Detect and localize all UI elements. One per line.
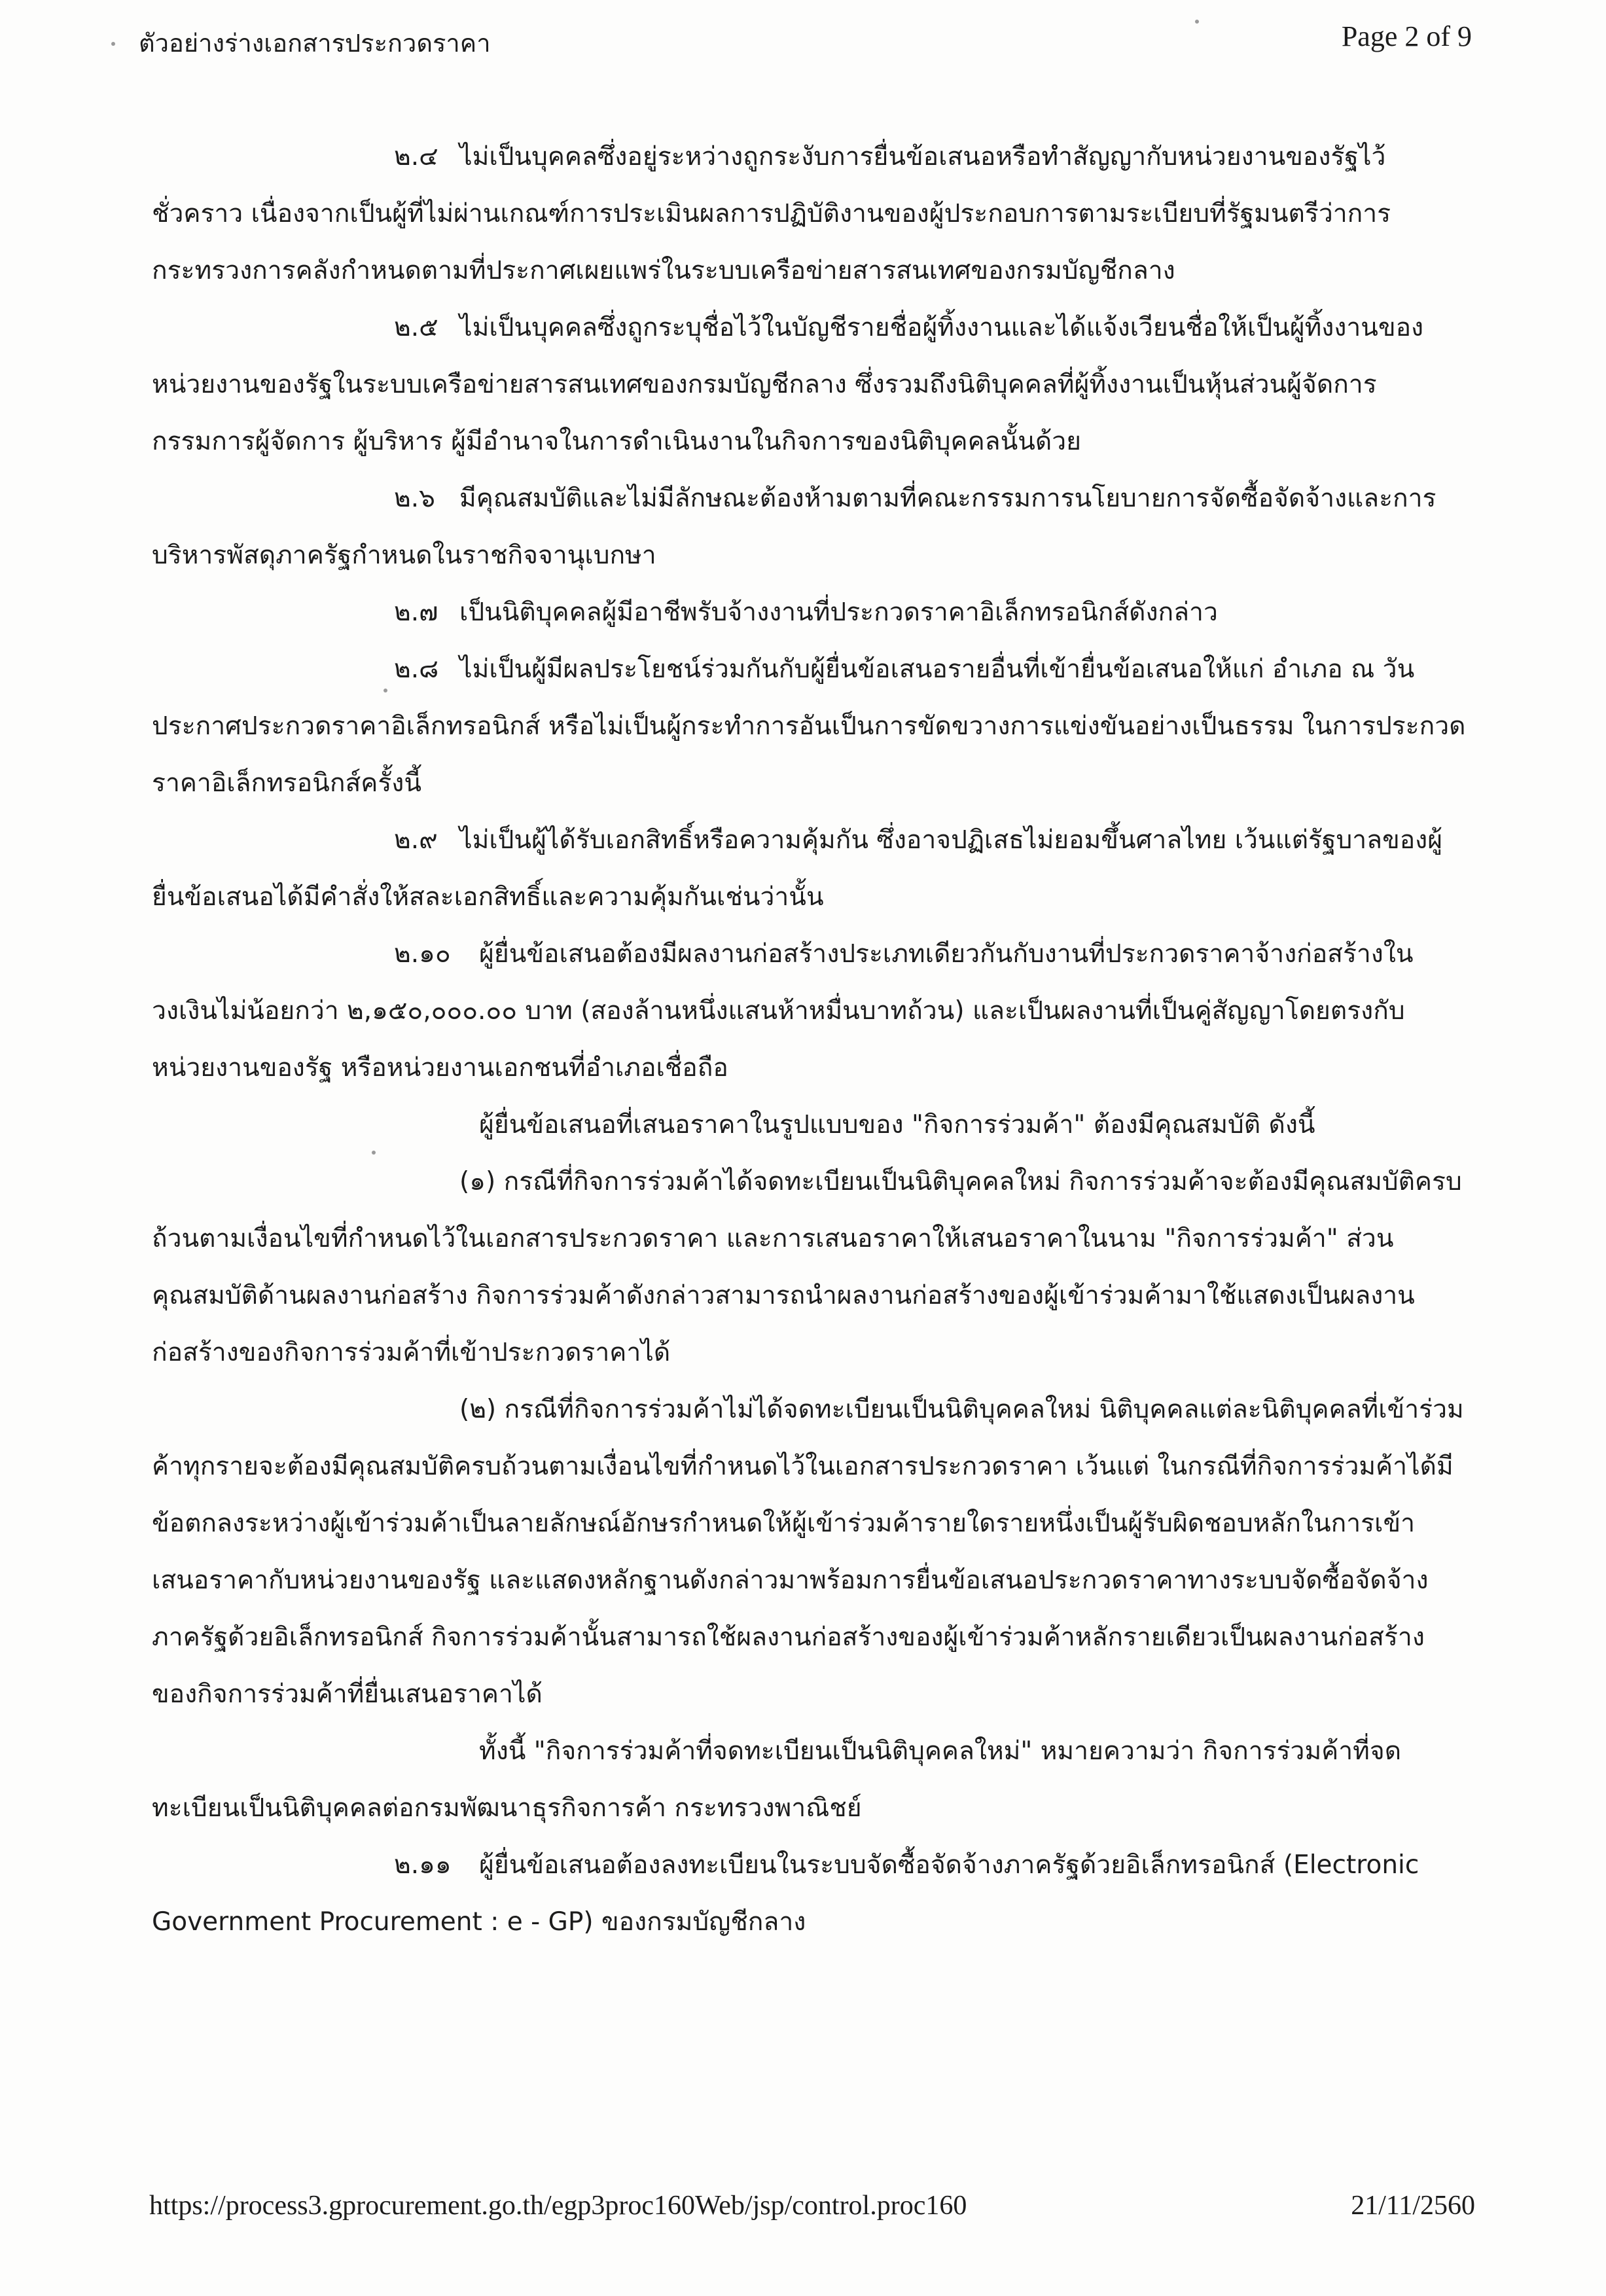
clause-2-5 [152,299,1467,470]
clause-text: มีคุณสมบัติและไม่มีลักษณะต้องห้ามตามที่คณะกรรมการนโยบายการจัดซื้อจัดจ้างและการบริหารพัสดุภาครัฐกำหนดในราชกิจจานุเบกษา [152,484,1436,570]
clause-number: ๒.๑๑ [394,1850,452,1880]
page-number: Page 2 of 9 [1341,20,1472,52]
clause-2-8 [152,641,1467,812]
clause-number: ๒.๕ [394,313,438,342]
clause-2-4 [152,128,1467,299]
clause-number: ๒.๘ [394,655,439,684]
joint-venture-definition: ทั้งนี้ "กิจการร่วมค้าที่จดทะเบียนเป็นนิติบุคคลใหม่" หมายความว่า กิจการร่วมค้าที่จดทะเบียนเป็นนิติบุคคลต่อกรมพัฒนาธุรกิจการค้า กระทรวงพาณิชย์ [152,1736,1402,1823]
joint-venture-intro: ผู้ยื่นข้อเสนอที่เสนอราคาในรูปแบบของ "กิจการร่วมค้า" ต้องมีคุณสมบัติ ดังนี้ [479,1110,1315,1139]
clause-number: ๒.๑๐ [394,939,451,969]
joint-venture-case-1: (๑) กรณีที่กิจการร่วมค้าได้จดทะเบียนเป็นนิติบุคคลใหม่ กิจการร่วมค้าจะต้องมีคุณสมบัติครบถ้วนตามเงื่อนไขที่กำหนดไว้ในเอกสารประกวดราคา และการเสนอราคาให้เสนอราคาในนาม "กิจการร่วมค้า" ส่วนคุณสมบัติด้านผลงานก่อสร้าง กิจการร่วมค้าดังกล่าวสามารถนำผลงานก่อสร้างของผู้เข้าร่วมค้ามาใช้แสดงเป็นผลงานก่อสร้างของกิจการร่วมค้าที่เข้าประกวดราคาได้ [152,1167,1462,1367]
scan-speck [384,689,387,692]
clause-text: ไม่เป็นผู้ได้รับเอกสิทธิ์หรือความคุ้มกัน ซึ่งอาจปฏิเสธไม่ยอมขึ้นศาลไทย เว้นแต่รัฐบาลของผู้ยื่นข้อเสนอได้มีคำสั่งให้สละเอกสิทธิ์และความคุ้มกันเช่นว่านั้น [152,825,1443,912]
clause-number: ๒.๔ [394,142,438,171]
clause-number: ๒.๙ [394,825,438,855]
clause-2-11 [152,1837,1467,1950]
joint-venture-case-2: (๒) กรณีที่กิจการร่วมค้าไม่ได้จดทะเบียนเป็นนิติบุคคลใหม่ นิติบุคคลแต่ละนิติบุคคลที่เข้าร่วมค้าทุกรายจะต้องมีคุณสมบัติครบถ้วนตามเงื่อนไขที่กำหนดไว้ในเอกสารประกวดราคา เว้นแต่ ในกรณีที่กิจการร่วมค้าได้มีข้อตกลงระหว่างผู้เข้าร่วมค้าเป็นลายลักษณ์อักษรกำหนดให้ผู้เข้าร่วมค้ารายใดรายหนึ่งเป็นผู้รับผิดชอบหลักในการเข้าเสนอราคากับหน่วยงานของรัฐ และแสดงหลักฐานดังกล่าวมาพร้อมการยื่นข้อเสนอประกวดราคาทางระบบจัดซื้อจัดจ้างภาครัฐด้วยอิเล็กทรอนิกส์ กิจการร่วมค้านั้นสามารถใช้ผลงานก่อสร้างของผู้เข้าร่วมค้าหลักรายเดียวเป็นผลงานก่อสร้างของกิจการร่วมค้าที่ยื่นเสนอราคาได้ [152,1395,1464,1709]
scan-speck [111,42,115,46]
clause-2-6 [152,470,1467,584]
clause-text: ผู้ยื่นข้อเสนอต้องลงทะเบียนในระบบจัดซื้อจัดจ้างภาครัฐด้วยอิเล็กทรอนิกส์ (Electronic Government Procurement : e - GP) ของกรมบัญชีกลาง [152,1850,1419,1937]
clause-text: ผู้ยื่นข้อเสนอต้องมีผลงานก่อสร้างประเภทเดียวกันกับงานที่ประกวดราคาจ้างก่อสร้างในวงเงินไม่น้อยกว่า ๒,๑๕๐,๐๐๐.๐๐ บาท (สองล้านหนึ่งแสนห้าหมื่นบาทถ้วน) และเป็นผลงานที่เป็นคู่สัญญาโดยตรงกับหน่วยงานของรัฐ หรือหน่วยงานเอกชนที่อำเภอเชื่อถือ [152,939,1414,1083]
document-title: ตัวอย่างร่างเอกสารประกวดราคา [139,29,491,58]
clause-text: เป็นนิติบุคคลผู้มีอาชีพรับจ้างงานที่ประกวดราคาอิเล็กทรอนิกส์ดังกล่าว [459,598,1218,627]
clause-number: ๒.๖ [394,484,435,513]
clause-text: ไม่เป็นผู้มีผลประโยชน์ร่วมกันกับผู้ยื่นข้อเสนอรายอื่นที่เข้ายื่นข้อเสนอให้แก่ อำเภอ ณ วันประกาศประกวดราคาอิเล็กทรอนิกส์ หรือไม่เป็นผู้กระทำการอันเป็นการขัดขวางการแข่งขันอย่างเป็นธรรม ในการประกวดราคาอิเล็กทรอนิกส์ครั้งนี้ [152,655,1466,798]
scan-speck [1195,20,1199,24]
clause-2-9 [152,812,1467,925]
clause-text: ไม่เป็นบุคคลซึ่งถูกระบุชื่อไว้ในบัญชีรายชื่อผู้ทิ้งงานและได้แจ้งเวียนชื่อให้เป็นผู้ทิ้งงานของหน่วยงานของรัฐในระบบเครือข่ายสารสนเทศของกรมบัญชีกลาง ซึ่งรวมถึงนิติบุคคลที่ผู้ทิ้งงานเป็นหุ้นส่วนผู้จัดการ กรรมการผู้จัดการ ผู้บริหาร ผู้มีอำนาจในการดำเนินงานในกิจการของนิติบุคคลนั้นด้วย [152,313,1424,456]
scan-speck [372,1151,376,1155]
clause-text: ไม่เป็นบุคคลซึ่งอยู่ระหว่างถูกระงับการยื่นข้อเสนอหรือทำสัญญากับหน่วยงานของรัฐไว้ชั่วคราว เนื่องจากเป็นผู้ที่ไม่ผ่านเกณฑ์การประเมินผลการปฏิบัติงานของผู้ประกอบการตามระเบียบที่รัฐมนตรีว่าการกระทรวงการคลังกำหนดตามที่ประกาศเผยแพร่ในระบบเครือข่ายสารสนเทศของกรมบัญชีกลาง [152,142,1391,285]
document-body [152,128,1467,1950]
footer-date: 21/11/2560 [1351,2191,1475,2221]
clause-number: ๒.๗ [394,598,438,627]
clause-2-10 [152,925,1467,1096]
clause-2-7 [152,584,1467,641]
footer-url: https://process3.gprocurement.go.th/egp3proc160Web/jsp/control.proc160 [149,2191,967,2221]
